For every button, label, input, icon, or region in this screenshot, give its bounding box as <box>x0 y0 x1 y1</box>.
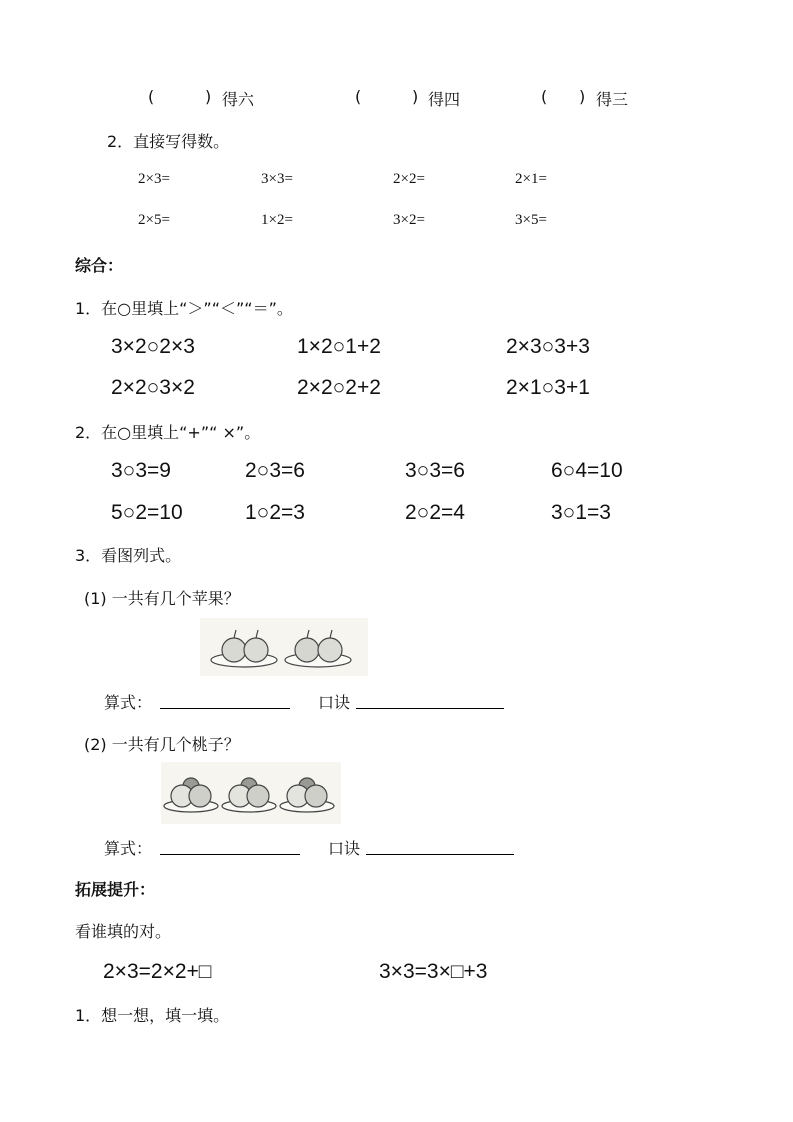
equation: 2×1= <box>515 171 547 187</box>
question-title: 3．看图列式。 <box>75 546 182 565</box>
equation: 2○2=4 <box>405 501 465 524</box>
equation: 2×3= <box>138 171 170 187</box>
equation: 1○2=3 <box>245 501 305 524</box>
sub-question: (2) 一共有几个桃子？ <box>84 735 240 754</box>
equation: 2×3=2×2+□ <box>103 960 212 983</box>
equation: 1×2= <box>261 212 293 228</box>
answer-label: 得四 <box>428 90 461 109</box>
intro-text: 看谁填的对。 <box>75 922 172 941</box>
equation: 3×2= <box>393 212 425 228</box>
rhyme-input[interactable] <box>356 708 504 709</box>
equation: 2×2= <box>393 171 425 187</box>
formula-label: 算式： <box>104 693 153 712</box>
peaches-on-plates-icon <box>161 762 341 824</box>
section-heading: 拓展提升： <box>75 880 156 899</box>
formula-label: 算式： <box>104 839 153 858</box>
paren-open: ( <box>148 87 155 106</box>
equation: 3○3=9 <box>111 459 171 482</box>
equation: 2×2○2+2 <box>297 376 381 399</box>
question-title: 2．直接写得数。 <box>107 132 230 151</box>
equation: 3×3=3×□+3 <box>379 960 488 983</box>
rhyme-label: 口诀 <box>328 839 361 858</box>
equation: 1×2○1+2 <box>297 335 381 358</box>
equation: 3×3= <box>261 171 293 187</box>
equation: 2○3=6 <box>245 459 305 482</box>
equation: 3○3=6 <box>405 459 465 482</box>
paren-close: ) <box>412 87 419 106</box>
equation: 5○2=10 <box>111 501 183 524</box>
answer-label: 得六 <box>222 90 255 109</box>
equation: 3×2○2×3 <box>111 335 195 358</box>
equation: 2×1○3+1 <box>506 376 590 399</box>
paren-open: ( <box>541 87 548 106</box>
equation: 6○4=10 <box>551 459 623 482</box>
equation: 2×2○3×2 <box>111 376 195 399</box>
rhyme-input[interactable] <box>366 854 514 855</box>
question-title: 2．在○里填上“+”“ ×”。 <box>75 423 261 442</box>
equation: 3×5= <box>515 212 547 228</box>
question-title: 1．在○里填上“＞”“＜”“＝”。 <box>75 299 293 318</box>
paren-close: ) <box>205 87 212 106</box>
question-title: 1．想一想，填一填。 <box>75 1006 230 1025</box>
answer-label: 得三 <box>596 90 629 109</box>
section-heading: 综合： <box>75 256 124 275</box>
rhyme-label: 口诀 <box>318 693 351 712</box>
paren-open: ( <box>355 87 362 106</box>
formula-input[interactable] <box>160 708 290 709</box>
equation: 2×3○3+3 <box>506 335 590 358</box>
apples-on-plates-icon <box>200 618 368 676</box>
formula-input[interactable] <box>160 854 300 855</box>
sub-question: (1) 一共有几个苹果？ <box>84 589 240 608</box>
equation: 2×5= <box>138 212 170 228</box>
equation: 3○1=3 <box>551 501 611 524</box>
paren-close: ) <box>579 87 586 106</box>
